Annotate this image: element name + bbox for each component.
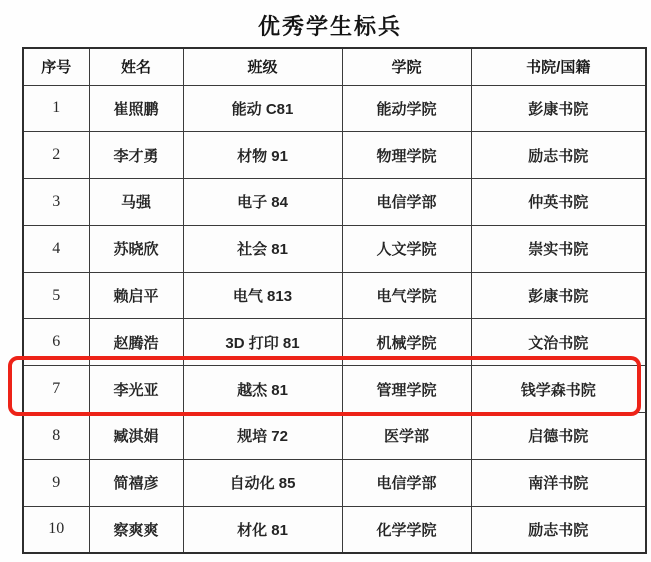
cell-academy: 南洋书院 <box>471 459 646 506</box>
table-body <box>23 85 646 553</box>
cell-academy: 励志书院 <box>471 132 646 179</box>
cell-class: 越杰 81 <box>183 366 342 413</box>
cell-class: 材物 91 <box>183 132 342 179</box>
cell-name: 赖启平 <box>89 272 183 319</box>
cell-class: 规培 72 <box>183 413 342 460</box>
cell-college: 电气学院 <box>342 272 471 319</box>
student-table <box>22 47 647 554</box>
cell-name: 李光亚 <box>89 366 183 413</box>
cell-academy: 励志书院 <box>471 506 646 553</box>
cell-class: 社会 81 <box>183 225 342 272</box>
table-row <box>23 132 646 179</box>
cell-index: 3 <box>23 179 89 226</box>
cell-college: 机械学院 <box>342 319 471 366</box>
cell-index: 10 <box>23 506 89 553</box>
cell-academy: 彭康书院 <box>471 85 646 132</box>
cell-index: 9 <box>23 459 89 506</box>
table-header-row <box>23 48 646 85</box>
cell-name: 苏晓欣 <box>89 225 183 272</box>
cell-college: 电信学部 <box>342 459 471 506</box>
header-class: 班级 <box>183 48 342 85</box>
table-row <box>23 366 646 413</box>
cell-academy: 钱学森书院 <box>471 366 646 413</box>
cell-college: 医学部 <box>342 413 471 460</box>
table-row <box>23 506 646 553</box>
cell-name: 崔照鹏 <box>89 85 183 132</box>
cell-index: 6 <box>23 319 89 366</box>
table-row <box>23 85 646 132</box>
cell-academy: 崇实书院 <box>471 225 646 272</box>
cell-college: 物理学院 <box>342 132 471 179</box>
cell-name: 马强 <box>89 179 183 226</box>
page-title: 优秀学生标兵 <box>257 14 402 39</box>
cell-academy: 启德书院 <box>471 413 646 460</box>
cell-name: 李才勇 <box>89 132 183 179</box>
cell-index: 2 <box>23 132 89 179</box>
cell-name: 赵腾浩 <box>89 319 183 366</box>
cell-index: 5 <box>23 272 89 319</box>
cell-name: 臧淇娟 <box>89 413 183 460</box>
cell-college: 能动学院 <box>342 85 471 132</box>
cell-college: 人文学院 <box>342 225 471 272</box>
cell-index: 1 <box>23 85 89 132</box>
header-index: 序号 <box>23 48 89 85</box>
cell-index: 4 <box>23 225 89 272</box>
cell-class: 能动 C81 <box>183 85 342 132</box>
table-row <box>23 319 646 366</box>
cell-class: 材化 81 <box>183 506 342 553</box>
cell-academy: 文治书院 <box>471 319 646 366</box>
cell-college: 管理学院 <box>342 366 471 413</box>
cell-class: 电气 813 <box>183 272 342 319</box>
cell-college: 电信学部 <box>342 179 471 226</box>
cell-class: 自动化 85 <box>183 459 342 506</box>
header-college: 学院 <box>342 48 471 85</box>
table-row <box>23 459 646 506</box>
cell-class: 3D 打印 81 <box>183 319 342 366</box>
cell-academy: 仲英书院 <box>471 179 646 226</box>
cell-class: 电子 84 <box>183 179 342 226</box>
cell-college: 化学学院 <box>342 506 471 553</box>
cell-name: 察爽爽 <box>89 506 183 553</box>
cell-index: 7 <box>23 366 89 413</box>
table-row <box>23 179 646 226</box>
cell-name: 简禧彦 <box>89 459 183 506</box>
cell-academy: 彭康书院 <box>471 272 646 319</box>
header-academy: 书院/国籍 <box>471 48 646 85</box>
cell-index: 8 <box>23 413 89 460</box>
table-row <box>23 413 646 460</box>
table-row <box>23 272 646 319</box>
header-name: 姓名 <box>89 48 183 85</box>
table-row <box>23 225 646 272</box>
